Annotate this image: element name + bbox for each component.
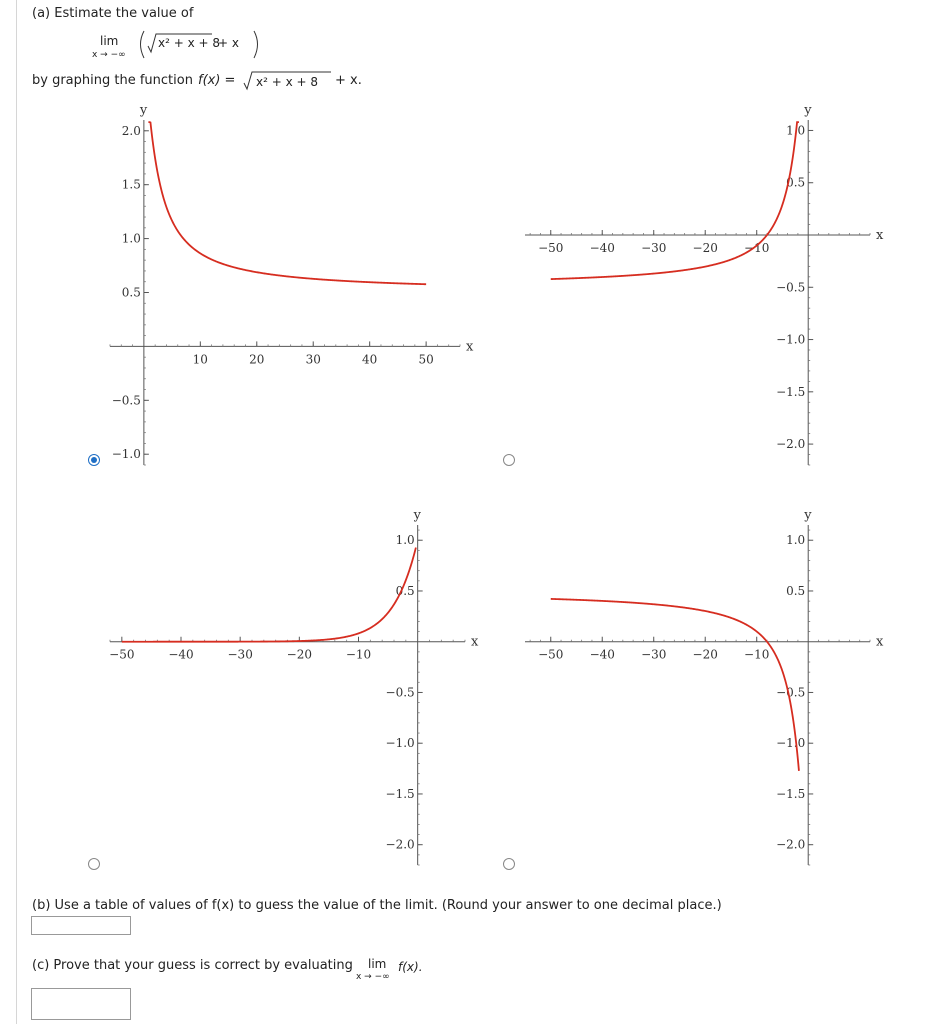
y-tick-label: −2.0	[776, 437, 806, 452]
y-tick-label: −1.0	[776, 332, 806, 347]
function-curve	[551, 599, 799, 771]
part-c-lim-word: lim	[368, 957, 387, 971]
function-definition-line	[32, 73, 432, 95]
limit-expression	[92, 28, 282, 62]
function-name: f(x) =	[198, 73, 236, 88]
lim-word: lim	[100, 34, 119, 48]
part-c-expression: f(x).	[398, 960, 423, 974]
radio-graph-option-1[interactable]	[88, 454, 100, 466]
radicand: x² + x + 8	[158, 36, 221, 50]
part-b-prompt: (b) Use a table of values of f(x) to guess the value of the limit. (Round your answer to one decimal place.)	[32, 898, 722, 913]
x-tick-label: 20	[249, 352, 265, 367]
y-axis-label: y	[413, 508, 422, 523]
y-tick-label: 2.0	[121, 123, 141, 138]
y-tick-label: −2.0	[776, 837, 806, 852]
y-tick-label: 1.0	[786, 123, 806, 138]
y-tick-label: −0.5	[111, 393, 141, 408]
x-axis-label: x	[876, 634, 884, 650]
y-tick-label: −0.5	[776, 685, 806, 700]
y-tick-label: −0.5	[385, 685, 415, 700]
y-tick-label: −1.0	[776, 736, 806, 751]
y-tick-label: 0.5	[395, 583, 415, 598]
part-c-lim-subscript: x → −∞	[356, 972, 390, 982]
x-tick-label: −50	[538, 241, 564, 255]
y-axis-label: y	[804, 508, 812, 523]
x-tick-label: −20	[692, 647, 718, 662]
x-tick-label: −30	[641, 647, 667, 662]
y-tick-label: 1.5	[121, 177, 141, 192]
x-tick-label: −30	[227, 647, 253, 662]
x-tick-label: −10	[744, 241, 770, 255]
part-c-answer-input[interactable]	[31, 988, 131, 1020]
y-tick-label: −2.0	[385, 837, 415, 852]
y-tick-label: 1.0	[786, 533, 806, 548]
y-tick-label: 0.5	[786, 175, 806, 190]
x-tick-label: −20	[692, 241, 718, 255]
y-tick-label: 1.0	[395, 533, 415, 548]
radio-graph-option-2[interactable]	[503, 454, 515, 466]
y-tick-label: −1.5	[385, 786, 415, 801]
x-tick-label: −40	[589, 241, 615, 255]
x-tick-label: −40	[168, 647, 194, 662]
radio-graph-option-3[interactable]	[88, 858, 100, 870]
part-c-prompt: (c) Prove that your guess is correct by evaluating	[32, 958, 353, 973]
y-axis-label: y	[139, 103, 148, 118]
y-tick-label: 0.5	[121, 285, 141, 300]
function-curve	[148, 122, 426, 284]
x-axis-label: x	[466, 339, 474, 355]
left-border	[16, 0, 17, 1024]
y-tick-label: −1.5	[776, 786, 806, 801]
y-tick-label: −1.5	[776, 384, 806, 399]
x-tick-label: −10	[744, 647, 770, 662]
function-curve	[122, 548, 416, 642]
x-tick-label: −40	[589, 647, 615, 662]
y-axis-label: y	[804, 103, 812, 118]
graph-option-4	[510, 505, 910, 875]
function-tail: + x.	[335, 73, 362, 88]
part-a-prompt: (a) Estimate the value of	[32, 6, 194, 21]
x-tick-label: −30	[641, 241, 667, 255]
x-tick-label: −50	[109, 647, 135, 662]
x-tick-label: 10	[192, 352, 208, 367]
y-tick-label: 1.0	[121, 231, 141, 246]
part-c-line	[32, 956, 532, 984]
function-radicand: x² + x + 8	[256, 75, 319, 89]
x-tick-label: 40	[362, 352, 378, 367]
y-tick-label: −1.0	[385, 736, 415, 751]
x-tick-label: −20	[286, 647, 312, 662]
graph-option-2	[510, 100, 910, 480]
x-tick-label: 30	[305, 352, 321, 367]
plus-x: + x	[218, 36, 239, 50]
lim-subscript: x → −∞	[92, 50, 126, 60]
y-tick-label: 0.5	[786, 583, 806, 598]
y-tick-label: −1.0	[111, 447, 141, 462]
graph-option-1	[80, 100, 480, 480]
y-tick-label: −0.5	[776, 280, 806, 295]
x-tick-label: 50	[418, 352, 434, 367]
graph-option-3	[80, 505, 480, 875]
x-tick-label: −50	[538, 647, 564, 662]
graph-prefix: by graphing the function	[32, 73, 193, 88]
x-axis-label: x	[471, 634, 479, 650]
function-curve	[551, 122, 799, 279]
x-axis-label: x	[876, 228, 884, 243]
radio-graph-option-4[interactable]	[503, 858, 515, 870]
x-tick-label: −10	[345, 647, 372, 662]
part-b-answer-input[interactable]	[31, 916, 131, 935]
